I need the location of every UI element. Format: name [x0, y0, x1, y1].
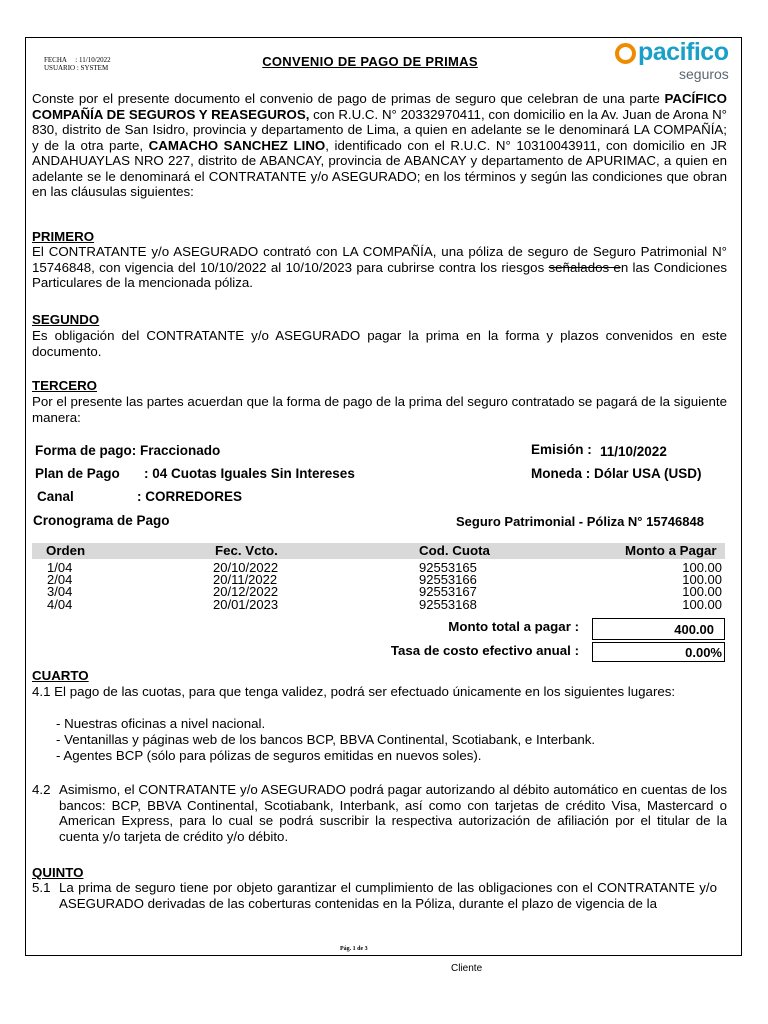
forma-de-pago: Forma de pago: Fraccionado: [35, 443, 221, 458]
fecha-line: FECHA : 11/10/2022: [44, 56, 111, 64]
list-item: - Nuestras oficinas a nivel nacional.: [56, 716, 266, 731]
clause-5-1: La prima de seguro tiene por objeto garantizar el cumplimiento de las obligaciones con el CONTRATANTE y/o ASEGURADO derivadas de las coberturas contenidas en la Póliza, durante el plazo de vigencia de la: [59, 880, 717, 911]
quinto-heading: QUINTO: [32, 865, 84, 880]
list-item: - Agentes BCP (sólo para pólizas de seguros emitidas en nuevos soles).: [56, 748, 482, 763]
emision-value: 11/10/2022: [600, 444, 667, 459]
canal-label: Canal: [37, 489, 74, 504]
col-orden: Orden: [46, 543, 86, 558]
clause-5-1-number: 5.1: [32, 880, 51, 895]
tercero-paragraph: Por el presente las partes acuerdan que la forma de pago de la prima del seguro contratado se pagará de la siguiente manera:: [32, 394, 727, 425]
struck-text: señalados e: [548, 259, 621, 275]
tasa-value: 0.00%: [592, 642, 725, 662]
plan-label: Plan de Pago: [35, 466, 120, 481]
col-monto: Monto a Pagar: [625, 543, 717, 558]
moneda: Moneda : Dólar USA (USD): [531, 466, 702, 481]
col-fec-vcto: Fec. Vcto.: [215, 543, 278, 558]
segundo-heading: SEGUNDO: [32, 312, 100, 327]
clause-4-1: 4.1 El pago de las cuotas, para que tenga validez, podrá ser efectuado únicamente en los siguientes lugares:: [32, 684, 676, 699]
canal-value: : CORREDORES: [137, 489, 243, 504]
cuarto-heading: CUARTO: [32, 668, 89, 683]
clause-4-2: Asimismo, el CONTRATANTE y/o ASEGURADO podrá pagar autorizando al débito automático en cuentas de los bancos: BCP, BBVA Continental, Scotiabank, Interbank, así como con tarjetas de crédito Visa, Mastercard o American Express, para lo cual se podrá suscribir la respectiva autorización de afiliación por el titular de la cuenta y/o tarjeta de crédito y/o débito.: [59, 782, 727, 844]
logo-ring-icon: [615, 43, 636, 64]
company-name: PACÍFICO COMPAÑÍA DE SEGUROS Y REASEGUROS,: [32, 91, 727, 122]
emision-label: Emisión :: [531, 442, 592, 457]
logo-name: pacifico: [638, 38, 729, 66]
total-label: Monto total a pagar :: [448, 619, 579, 634]
logo-sub: seguros: [679, 66, 729, 82]
cronograma-title: Cronograma de Pago: [33, 513, 170, 528]
list-item: - Ventanillas y páginas web de los bancos BCP, BBVA Continental, Scotiabank, e Interbank.: [56, 732, 596, 747]
client-name: CAMACHO SANCHEZ LINO: [148, 137, 326, 153]
plan-value: : 04 Cuotas Iguales Sin Intereses: [144, 466, 355, 481]
page-number: Pág. 1 de 3: [340, 946, 368, 952]
primero-heading: PRIMERO: [32, 229, 95, 244]
clause-4-2-number: 4.2: [32, 782, 51, 797]
usuario-line: USUARIO : SYSTEM: [44, 64, 109, 72]
schedule-header-band: [32, 543, 725, 559]
poliza-label: Seguro Patrimonial - Póliza N° 15746848: [456, 514, 704, 529]
total-value: 400.00: [592, 618, 725, 640]
pacifico-logo: [612, 40, 737, 84]
col-cod-cuota: Cod. Cuota: [419, 543, 490, 558]
document-title: CONVENIO DE PAGO DE PRIMAS: [262, 54, 478, 69]
intro-paragraph: Conste por el presente documento el convenio de pago de primas de seguro que celebran de una parte PACÍFICO COMPAÑÍA DE SEGUROS Y REASEGUROS, con R.U.C. N° 20332970411, con domicilio en la Av. Juan de Arona N° 830, distrito de San Isidro, provincia y departamento de Lima, a quien en adelante se le denominará LA COMPAÑÍA; y de la otra parte, CAMACHO SANCHEZ LINO, identificado con el R.U.C. N° 10310043911, con domicilio en JR ANDAHUAYLAS NRO 227, distrito de ABANCAY, provincia de ABANCAY y departamento de APURIMAC, a quien en adelante se le denominará el CONTRATANTE y/o ASEGURADO; en los términos y según las condiciones que obran en las cláusulas siguientes:: [32, 91, 727, 199]
primero-paragraph: El CONTRATANTE y/o ASEGURADO contrató con LA COMPAÑÍA, una póliza de seguro de Seguro Patrimonial N° 15746848, con vigencia del 10/10/2022 al 10/10/2023 para cubrirse contra los riesgos señalados en las Condiciones Particulares de la mencionada póliza.: [32, 244, 727, 290]
tasa-label: Tasa de costo efectivo anual :: [390, 643, 579, 658]
segundo-paragraph: Es obligación del CONTRATANTE y/o ASEGURADO pagar la prima en la forma y plazos convenidos en este documento.: [32, 328, 727, 359]
tercero-heading: TERCERO: [32, 378, 98, 393]
copy-label: Cliente: [451, 963, 483, 974]
